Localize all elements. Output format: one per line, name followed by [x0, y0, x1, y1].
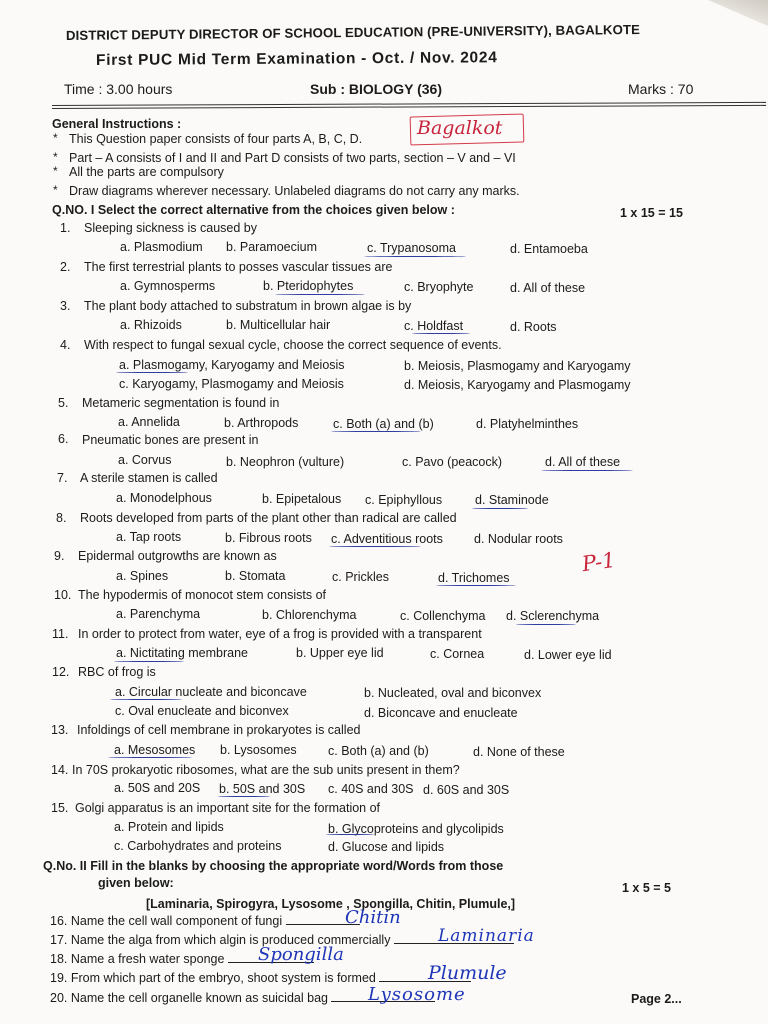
option: c. Carbohydrates and proteins — [114, 839, 282, 853]
instruction-item: * Part – A consists of I and II and Part D consists of two parts, section – V and – VI — [53, 150, 516, 165]
option: d. Roots — [510, 320, 557, 334]
question-text: The hypodermis of monocot stem consists of — [78, 588, 327, 602]
option: b. Fibrous roots — [225, 531, 312, 545]
question-text: Pneumatic bones are present in — [82, 433, 259, 447]
option-selected: a. Mesosomes — [114, 743, 196, 757]
option: a. Plasmodium — [120, 240, 203, 254]
question-text: Sleeping sickness is caused by — [84, 221, 258, 235]
question-number: 3. — [60, 299, 71, 313]
school-stamp-text: Bagalkot — [417, 117, 503, 139]
question-number: 6. — [58, 432, 69, 446]
question-text: RBC of frog is — [78, 665, 156, 679]
option: b. Arthropods — [224, 416, 299, 430]
option-selected: b. Pteridophytes — [263, 279, 354, 293]
question-text: In 70S prokaryotic ribosomes, what are the sub units present in them? — [72, 763, 460, 777]
option-selected: c. Holdfast — [404, 319, 464, 333]
question-number: 2. — [60, 260, 71, 274]
option: d. None of these — [473, 745, 565, 759]
question-number: 12. — [52, 665, 70, 679]
option: b. Epipetalous — [262, 492, 342, 506]
question-text: The first terrestrial plants to posses vascular tissues are — [84, 260, 393, 274]
option: a. Annelida — [118, 415, 180, 429]
option: a. Parenchyma — [116, 607, 201, 621]
option: d. All of these — [510, 281, 586, 295]
option: d. Glucose and lipids — [328, 840, 445, 854]
page-footer: Page 2... — [631, 992, 682, 1006]
question-text: Metameric segmentation is found in — [82, 396, 280, 410]
fill-answer: Laminaria — [438, 926, 535, 946]
option: d. Lower eye lid — [524, 648, 612, 662]
exam-time: Time : 3.00 hours — [64, 81, 173, 97]
part2-heading: Q.No. II Fill in the blanks by choosing the appropriate word/Words from those — [43, 859, 504, 873]
option: a. Rhizoids — [120, 318, 182, 332]
fill-question: 17. Name the alga from which algin is produced commercially — [50, 933, 514, 947]
question-text: Infoldings of cell membrane in prokaryotes is called — [77, 723, 361, 737]
option: b. Lysosomes — [220, 743, 297, 757]
question-number: 1. — [60, 221, 71, 235]
fill-answer: Lysosome — [368, 984, 466, 1005]
option: c. Both (a) and (b) — [328, 744, 429, 758]
option: c. Oval enucleate and biconvex — [115, 704, 289, 718]
exam-subject: Sub : BIOLOGY (36) — [310, 81, 442, 97]
fill-answer: Plumule — [428, 962, 507, 984]
option: b. Stomata — [225, 569, 286, 583]
answer-underline — [436, 585, 516, 586]
option-selected: b. 50S and 30S — [219, 782, 306, 796]
option: a. Protein and lipids — [114, 820, 224, 834]
option: b. Nucleated, oval and biconvex — [364, 686, 542, 700]
page-curl — [708, 0, 768, 26]
answer-underline — [329, 546, 421, 547]
option: d. Platyhelminthes — [476, 417, 579, 431]
fill-question: 20. Name the cell organelle known as suicidal bag — [50, 991, 435, 1005]
option: b. Neophron (vulture) — [226, 455, 345, 469]
option: d. 60S and 30S — [423, 783, 510, 797]
part2-heading-continued: given below: — [98, 876, 174, 890]
option: c. Karyogamy, Plasmogamy and Meiosis — [119, 377, 344, 391]
exam-title: First PUC Mid Term Examination - Oct. / Nov. 2024 — [95, 49, 498, 69]
fill-question: 19. From which part of the embryo, shoot system is formed — [50, 971, 471, 985]
part1-heading: Q.NO. I Select the correct alternative from the choices given below : — [52, 203, 455, 217]
answer-underline — [116, 372, 188, 373]
answer-underline — [472, 508, 528, 509]
option-selected: d. Trichomes — [438, 571, 510, 585]
margin-note: P-1 — [580, 547, 617, 577]
answer-underline — [331, 431, 421, 432]
option: a. Monodelphous — [116, 491, 212, 505]
part1-marks: 1 x 15 = 15 — [620, 206, 683, 220]
question-number: 15. — [51, 801, 69, 815]
option: c. Prickles — [332, 570, 389, 584]
answer-underline — [326, 834, 374, 835]
option: b. Paramoecium — [226, 240, 318, 254]
option: b. Multicellular hair — [226, 318, 331, 332]
question-number: 14. — [51, 763, 69, 777]
option: a. Tap roots — [116, 530, 182, 544]
option: a. 50S and 20S — [114, 781, 201, 795]
option: b. Chlorenchyma — [262, 608, 357, 622]
option-selected: c. Adventitious roots — [331, 532, 443, 546]
answer-underline — [275, 294, 365, 295]
question-text: The plant body attached to substratum in brown algae is by — [84, 299, 412, 313]
option: c. Pavo (peacock) — [402, 455, 503, 469]
fill-question: 16. Name the cell wall component of fungi — [50, 914, 360, 928]
option-selected: c. Both (a) and (b) — [333, 417, 434, 431]
question-number: 8. — [56, 511, 67, 525]
option: c. Bryophyte — [404, 280, 474, 294]
answer-underline — [364, 256, 466, 257]
answer-underline — [218, 796, 270, 797]
question-number: 5. — [58, 396, 69, 410]
option-selected: a. Plasmogamy, Karyogamy and Meiosis — [119, 358, 345, 372]
option-selected: d. Sclerenchyma — [506, 609, 600, 623]
option: d. Biconcave and enucleate — [364, 706, 518, 720]
option: d. Entamoeba — [510, 242, 588, 256]
fill-answer: Spongilla — [258, 944, 344, 965]
answer-underline — [110, 699, 182, 700]
option: b. Meiosis, Plasmogamy and Karyogamy — [404, 359, 631, 373]
question-text: A sterile stamen is called — [80, 471, 218, 485]
option: c. Collenchyma — [400, 609, 486, 623]
option: a. Spines — [116, 569, 169, 583]
question-number: 4. — [60, 338, 71, 352]
answer-underline — [412, 333, 470, 334]
question-text: In order to protect from water, eye of a frog is provided with a transparent — [78, 627, 482, 641]
question-number: 7. — [57, 471, 68, 485]
exam-marks: Marks : 70 — [628, 81, 694, 97]
option: c. Epiphyllous — [365, 493, 443, 507]
option: a. Corvus — [118, 453, 172, 467]
question-text: Golgi apparatus is an important site for the formation of — [75, 801, 381, 815]
question-number: 10. — [54, 588, 72, 602]
fill-answer: Chitin — [345, 907, 401, 928]
question-text: With respect to fungal sexual cycle, choose the correct sequence of events. — [84, 338, 502, 352]
option-selected: d. All of these — [545, 455, 621, 469]
option: c. Cornea — [430, 647, 485, 661]
question-text: Roots developed from parts of the plant other than radical are called — [80, 511, 457, 525]
question-text: Epidermal outgrowths are known as — [78, 549, 277, 563]
question-number: 13. — [51, 723, 69, 737]
instructions-title: General Instructions : — [52, 117, 182, 131]
instruction-item: * Draw diagrams wherever necessary. Unlabeled diagrams do not carry any marks. — [53, 183, 520, 198]
answer-underline — [516, 624, 576, 625]
part2-marks: 1 x 5 = 5 — [622, 881, 671, 895]
option-selected: b. Glycoproteins and glycolipids — [328, 822, 504, 836]
fill-question: 18. Name a fresh water sponge — [50, 952, 314, 966]
option: d. Meiosis, Karyogamy and Plasmogamy — [404, 378, 631, 392]
instruction-item: * All the parts are compulsory — [53, 164, 224, 179]
question-number: 9. — [54, 549, 65, 563]
option: a. Gymnosperms — [120, 279, 216, 293]
option-selected: d. Staminode — [475, 493, 549, 507]
option: b. Upper eye lid — [296, 646, 384, 660]
answer-underline — [108, 757, 192, 758]
option-selected: c. Trypanosoma — [367, 241, 456, 255]
instruction-item: * This Question paper consists of four parts A, B, C, D. — [53, 131, 363, 146]
answer-underline — [114, 661, 184, 662]
option-selected: a. Nictitating membrane — [116, 646, 249, 660]
authority-heading: DISTRICT DEPUTY DIRECTOR OF SCHOOL EDUCATION (PRE-UNIVERSITY), BAGALKOTE — [65, 21, 641, 43]
option: c. 40S and 30S — [328, 782, 414, 796]
question-number: 11. — [52, 627, 69, 641]
word-bank: [Laminaria, Spirogyra, Lysosome , Spongilla, Chitin, Plumule,] — [146, 897, 516, 911]
option: d. Nodular roots — [474, 532, 563, 546]
option-selected: a. Circular nucleate and biconcave — [115, 685, 307, 699]
answer-underline — [541, 470, 633, 471]
